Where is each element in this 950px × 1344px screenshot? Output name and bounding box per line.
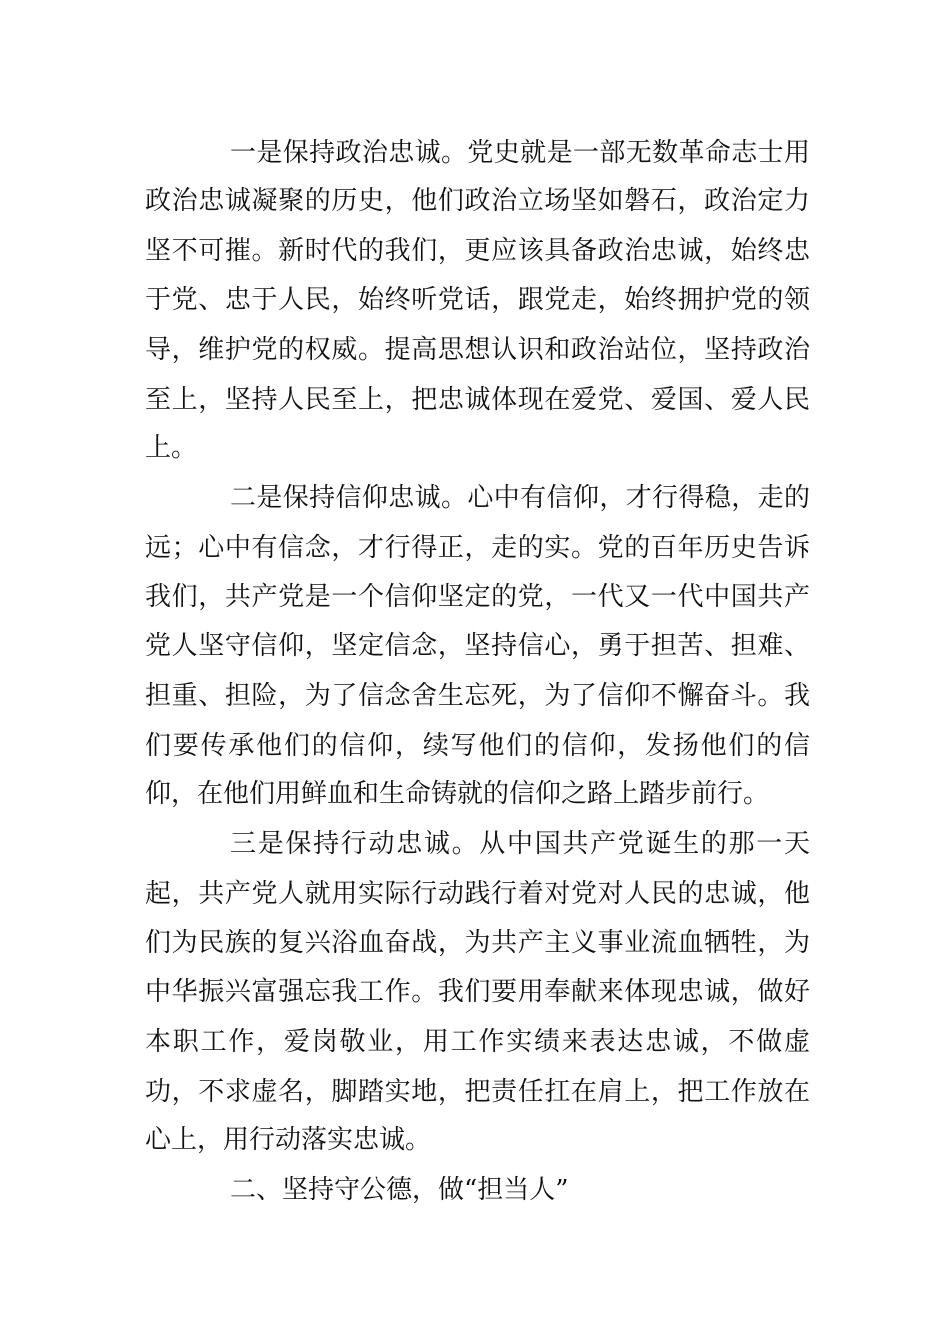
paragraph-3-line-4: 中华振兴富强忘我工作。我们要用奉献来体现忠诚，做好: [145, 977, 810, 1007]
paragraph-3-line-6: 功，不求虚名，脚踏实地，把责任扛在肩上，把工作放在: [145, 1077, 810, 1107]
section-heading: 二、坚持守公德，做“担当人”: [230, 1175, 569, 1205]
paragraph-2-line-2: 远；心中有信念，才行得正，走的实。党的百年历史告诉: [145, 533, 810, 563]
paragraph-3-line-1: 三是保持行动忠诚。从中国共产党诞生的那一天: [230, 829, 810, 859]
paragraph-1-line-1: 一是保持政治忠诚。党史就是一部无数革命志士用: [230, 138, 810, 168]
paragraph-1-line-4: 于党、忠于人民，始终听党话，跟党走，始终拥护党的领: [145, 285, 810, 315]
paragraph-2-line-1: 二是保持信仰忠诚。心中有信仰，才行得稳，走的: [230, 483, 810, 513]
paragraph-1-line-6: 至上，坚持人民至上，把忠诚体现在爱党、爱国、爱人民: [145, 385, 810, 415]
paragraph-1-line-7: 上。: [145, 433, 198, 463]
paragraph-2-line-7: 仰，在他们用鲜血和生命铸就的信仰之路上踏步前行。: [145, 779, 770, 809]
paragraph-2-line-4: 党人坚守信仰，坚定信念，坚持信心，勇于担苦、担难、: [145, 631, 810, 661]
paragraph-3-line-5: 本职工作，爱岗敬业，用工作实绩来表达忠诚，不做虚: [145, 1027, 810, 1057]
paragraph-2-line-6: 们要传承他们的信仰，续写他们的信仰，发扬他们的信: [145, 731, 810, 761]
paragraph-1-line-2: 政治忠诚凝聚的历史，他们政治立场坚如磐石，政治定力: [145, 186, 810, 216]
paragraph-2-line-5: 担重、担险，为了信念舍生忘死，为了信仰不懈奋斗。我: [145, 681, 810, 711]
paragraph-2-line-3: 我们，共产党是一个信仰坚定的党，一代又一代中国共产: [145, 582, 810, 612]
paragraph-3-line-2: 起，共产党人就用实际行动践行着对党对人民的忠诚，他: [145, 879, 810, 909]
paragraph-1-line-3: 坚不可摧。新时代的我们，更应该具备政治忠诚，始终忠: [145, 236, 810, 266]
paragraph-1-line-5: 导，维护党的权威。提高思想认识和政治站位，坚持政治: [145, 335, 810, 365]
paragraph-3-line-7: 心上，用行动落实忠诚。: [145, 1125, 432, 1155]
paragraph-3-line-3: 们为民族的复兴浴血奋战，为共产主义事业流血牺牲，为: [145, 928, 810, 958]
